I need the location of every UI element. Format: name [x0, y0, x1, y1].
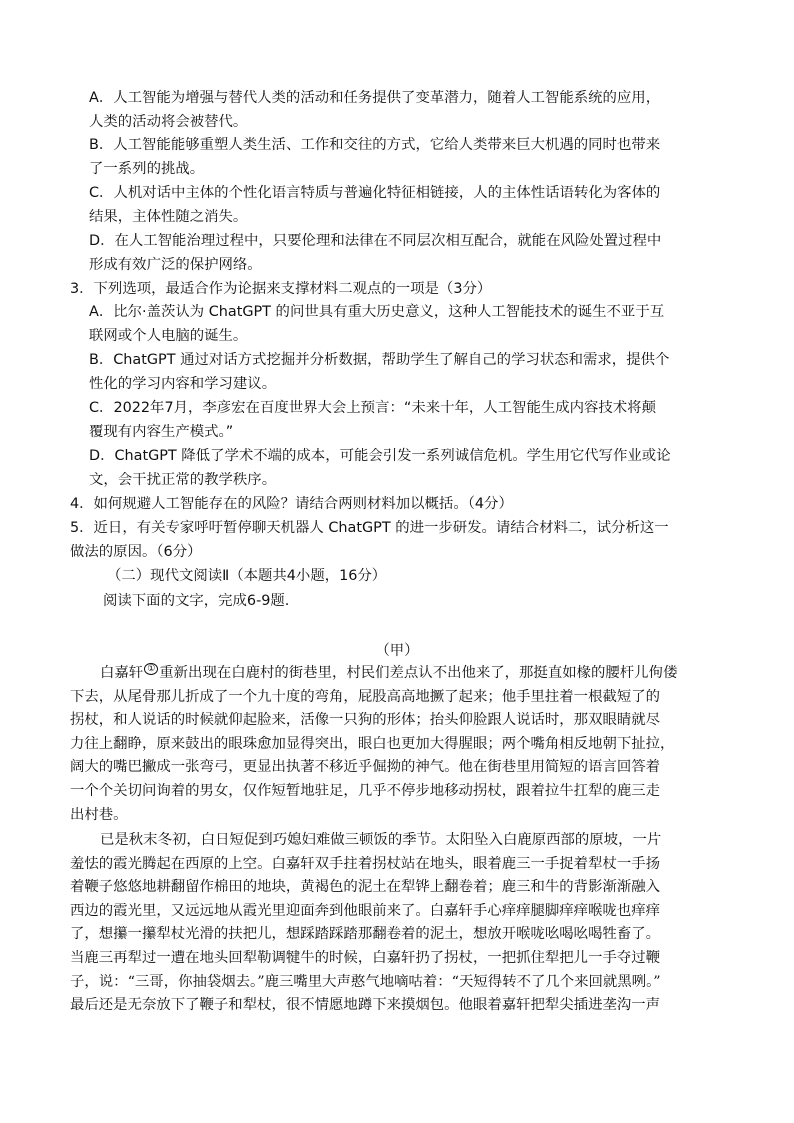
q3-option-c [89, 397, 729, 444]
passage-title: （甲） [375, 643, 419, 659]
section-heading: （二）现代文阅读Ⅱ（本题共4小题，16分） [107, 568, 387, 584]
q3-option-d [89, 445, 729, 492]
q3-option-b [89, 349, 729, 396]
paragraph-1-line: 拐杖，和人说话的时候就仰起脸来，活像一只狗的形体；抬头仰脸跟人说话时，那双眼睛就尽 [70, 712, 661, 729]
reading-instruction: 阅读下面的文字，完成6-9题. [103, 593, 290, 609]
paragraph-1-first-line [70, 662, 722, 686]
paragraph-1-start: 白嘉轩 [100, 665, 144, 681]
q2-option-d [89, 230, 729, 277]
q2-option-a-line1: A．人工智能为增强与替代人类的活动和任务提供了变革潜力，随着人工智能系统的应用， [89, 90, 661, 106]
paragraph-2-line: 最后还是无奈放下了鞭子和犁杖，很不情愿地蹲下来摸烟包。他眼着嘉轩把犁尖插进垄沟一声 [70, 997, 661, 1014]
q2-option-c [89, 182, 729, 229]
q2-option-d-line1: D．在人工智能治理过程中，只要伦理和法律在不同层次相互配合，就能在风险处置过程中 [89, 233, 662, 249]
q3-option-a-line1: A．比尔·盖茨认为 ChatGPT 的问世具有重大历史意义，这种人工智能技术的诞生不亚于互 [89, 304, 665, 320]
q2-option-b-line2: 了一系列的挑战。 [89, 160, 205, 177]
q3-option-c-line2: 覆现有内容生产模式。” [89, 423, 234, 440]
paragraph-1-line: 力往上翻睁，原来鼓出的眼珠愈加显得突出，眼白也更加大得腥眼；两个嘴角相反地朝下扯拉， [70, 735, 675, 752]
q3-option-a-line2: 联网或个人电脑的诞生。 [89, 327, 248, 344]
paragraph-2-line: 西边的霞光里，又远远地从霞光里迎面奔到他眼前来了。白嘉轩手心痒痒腿脚痒痒喉咙也痒痒 [70, 902, 661, 919]
q3-option-c-line1: C．2022年7月，李彦宏在百度世界大会上预言：“未来十年，人工智能生成内容技术将颠 [89, 400, 656, 416]
q5 [70, 517, 730, 564]
q3-option-b-line2: 性化的学习内容和学习建议。 [89, 375, 277, 392]
paragraph-1-line: 一个个关切问询着的男女，仅作短暂地驻足，几乎不停步地移动拐杖，跟着拉牛扛犁的鹿三走 [70, 782, 661, 799]
q5-line2: 做法的原因。（6分） [70, 543, 202, 560]
paragraph-1-line: 阔大的嘴巴撇成一张弯弓，更显出执著不移近乎倔拗的神气。他在街巷里用简短的语言回答着 [70, 759, 661, 776]
paragraph-2-line: 子，说：“三哥，你抽袋烟去。”鹿三嘴里大声憨气地嘀咕着：“天短得转不了几个来回就黑咧。” [70, 973, 661, 990]
q3-stem [70, 278, 730, 302]
paragraph-1-first-line-rest: 重新出现在白鹿村的街巷里，村民们差点认不出他来了，那挺直如椽的腰杆儿佝偻 [159, 665, 678, 681]
q4 [70, 493, 730, 517]
q2-option-a [89, 87, 729, 134]
paragraph-2-line: 着鞭子悠悠地耕翻留作棉田的地块，黄褐色的泥土在犁铧上翻卷着；鹿三和牛的背影渐渐融入 [70, 879, 661, 896]
paragraph-2-line: 了，想攥一攥犁杖光滑的扶把儿，想踩踏踩踏那翻卷着的泥土，想放开喉咙吆喝吆喝牲畜了。 [70, 926, 661, 943]
q5-line1: 5．近日，有关专家呼吁暂停聊天机器人 ChatGPT 的进一步研发。请结合材料二，试分析这一 [70, 520, 669, 536]
passage-paragraph-1 [70, 662, 722, 827]
paragraph-2-line: 当鹿三再犁过一遭在地头回犁勒调犍牛的时候，白嘉轩扔了拐杖，一把抓住犁把儿一手夺过鞭 [70, 949, 661, 966]
paragraph-1-line: 下去，从尾骨那儿折成了一个九十度的弯角，屁股高高地撅了起来；他手里拄着一根截短了的 [70, 688, 661, 705]
q3-option-a [89, 301, 729, 348]
passage-paragraph-2 [70, 829, 722, 1018]
q3-stem-text: 3．下列选项，最适合作为论据来支撑材料二观点的一项是（3分） [70, 281, 492, 297]
q3-option-d-line1: D．ChatGPT 降低了学术不端的成本，可能会引发一系列诚信危机。学生用它代写作业或论 [89, 448, 671, 464]
q2-option-c-line2: 结果，主体性随之消失。 [89, 208, 248, 225]
q2-option-a-line2: 人类的活动将会被替代。 [89, 113, 248, 130]
q2-option-b-line1: B．人工智能能够重塑人类生活、工作和交往的方式，它给人类带来巨大机遇的同时也带来 [89, 137, 661, 153]
q2-option-b [89, 134, 729, 181]
paragraph-2-line: 羞怯的霞光腾起在西原的上空。白嘉轩双手拄着拐杖站在地头，眼着鹿三一手捉着犁杖一手扬 [70, 855, 661, 872]
q3-option-b-line1: B．ChatGPT 通过对话方式挖掘并分析数据，帮助学生了解自己的学习状态和需求，提供个 [89, 352, 670, 368]
q3-option-d-line2: 文，会干扰正常的教学秩序。 [89, 471, 277, 488]
q2-option-c-line1: C．人机对话中主体的个性化语言特质与普遍化特征相链接，人的主体性话语转化为客体的 [89, 185, 661, 201]
paragraph-1-line: 出村巷。 [70, 806, 128, 823]
q4-text: 4．如何规避人工智能存在的风险？请结合两则材料加以概括。（4分） [70, 496, 513, 512]
footnote-marker[interactable]: ① [144, 663, 158, 675]
q2-option-d-line2: 形成有效广泛的保护网络。 [89, 256, 262, 273]
paragraph-2-line: 已是秋末冬初，白日短促到巧媳妇难做三顿饭的季节。太阳坠入白鹿原西部的原坡，一片 [100, 832, 662, 848]
